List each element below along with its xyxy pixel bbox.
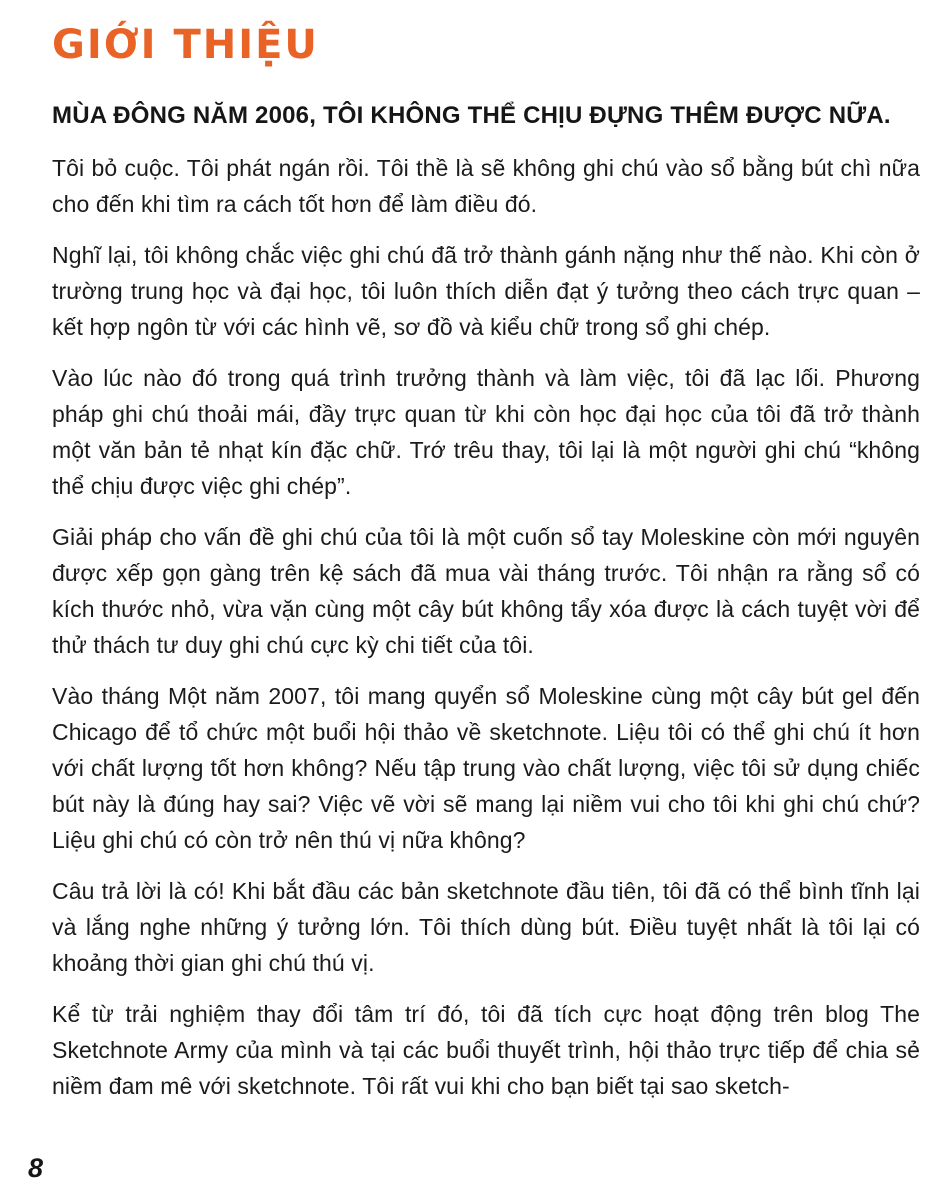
paragraph: Tôi bỏ cuộc. Tôi phát ngán rồi. Tôi thề là sẽ không ghi chú vào sổ bằng bút chì nữa cho đến khi tìm ra cách tốt hơn để làm điều đó.	[52, 155, 920, 217]
paragraph: Câu trả lời là có! Khi bắt đầu các bản sketchnote đầu tiên, tôi đã có thể bình tĩnh lại và lắng nghe những ý tưởng lớn. Tôi thích dùng bút. Điều tuyệt nhất là tôi lại có khoảng thời gian ghi chú thú vị.	[52, 878, 920, 976]
chapter-title: GIỚI THIỆU	[52, 22, 319, 68]
body-copy	[52, 150, 920, 1104]
lead-heading: MÙA ĐÔNG NĂM 2006, TÔI KHÔNG THỂ CHỊU ĐỰNG THÊM ĐƯỢC NỮA.	[52, 102, 891, 129]
paragraph: Kể từ trải nghiệm thay đổi tâm trí đó, tôi đã tích cực hoạt động trên blog The Sketchnote Army của mình và tại các buổi thuyết trình, hội thảo trực tiếp để chia sẻ niềm đam mê với sketchnote. Tôi rất vui khi cho bạn biết tại sao sketch-	[52, 1001, 920, 1099]
paragraph: Vào lúc nào đó trong quá trình trưởng thành và làm việc, tôi đã lạc lối. Phương pháp ghi chú thoải mái, đầy trực quan từ khi còn học đại học của tôi đã trở thành một văn bản tẻ nhạt kín đặc chữ. Trớ trêu thay, tôi lại là một người ghi chú “không thể chịu được việc ghi chép”.	[52, 365, 920, 499]
paragraph: Vào tháng Một năm 2007, tôi mang quyển sổ Moleskine cùng một cây bút gel đến Chicago để tổ chức một buổi hội thảo về sketchnote. Liệu tôi có thể ghi chú ít hơn với chất lượng tốt hơn không? Nếu tập trung vào chất lượng, việc tôi sử dụng chiếc bút này là đúng hay sai? Việc vẽ vời sẽ mang lại niềm vui cho tôi khi ghi chú chứ? Liệu ghi chú có còn trở nên thú vị nữa không?	[52, 683, 920, 853]
page-number: 8	[28, 1153, 44, 1183]
paragraph: Nghĩ lại, tôi không chắc việc ghi chú đã trở thành gánh nặng như thế nào. Khi còn ở trường trung học và đại học, tôi luôn thích diễn đạt ý tưởng theo cách trực quan – kết hợp ngôn từ với các hình vẽ, sơ đồ và kiểu chữ trong sổ ghi chép.	[52, 242, 920, 340]
paragraph: Giải pháp cho vấn đề ghi chú của tôi là một cuốn sổ tay Moleskine còn mới nguyên được xếp gọn gàng trên kệ sách đã mua vài tháng trước. Tôi nhận ra rằng sổ có kích thước nhỏ, vừa vặn cùng một cây bút không tẩy xóa được là cách tuyệt vời để thử thách tư duy ghi chú cực kỳ chi tiết của tôi.	[52, 524, 920, 658]
